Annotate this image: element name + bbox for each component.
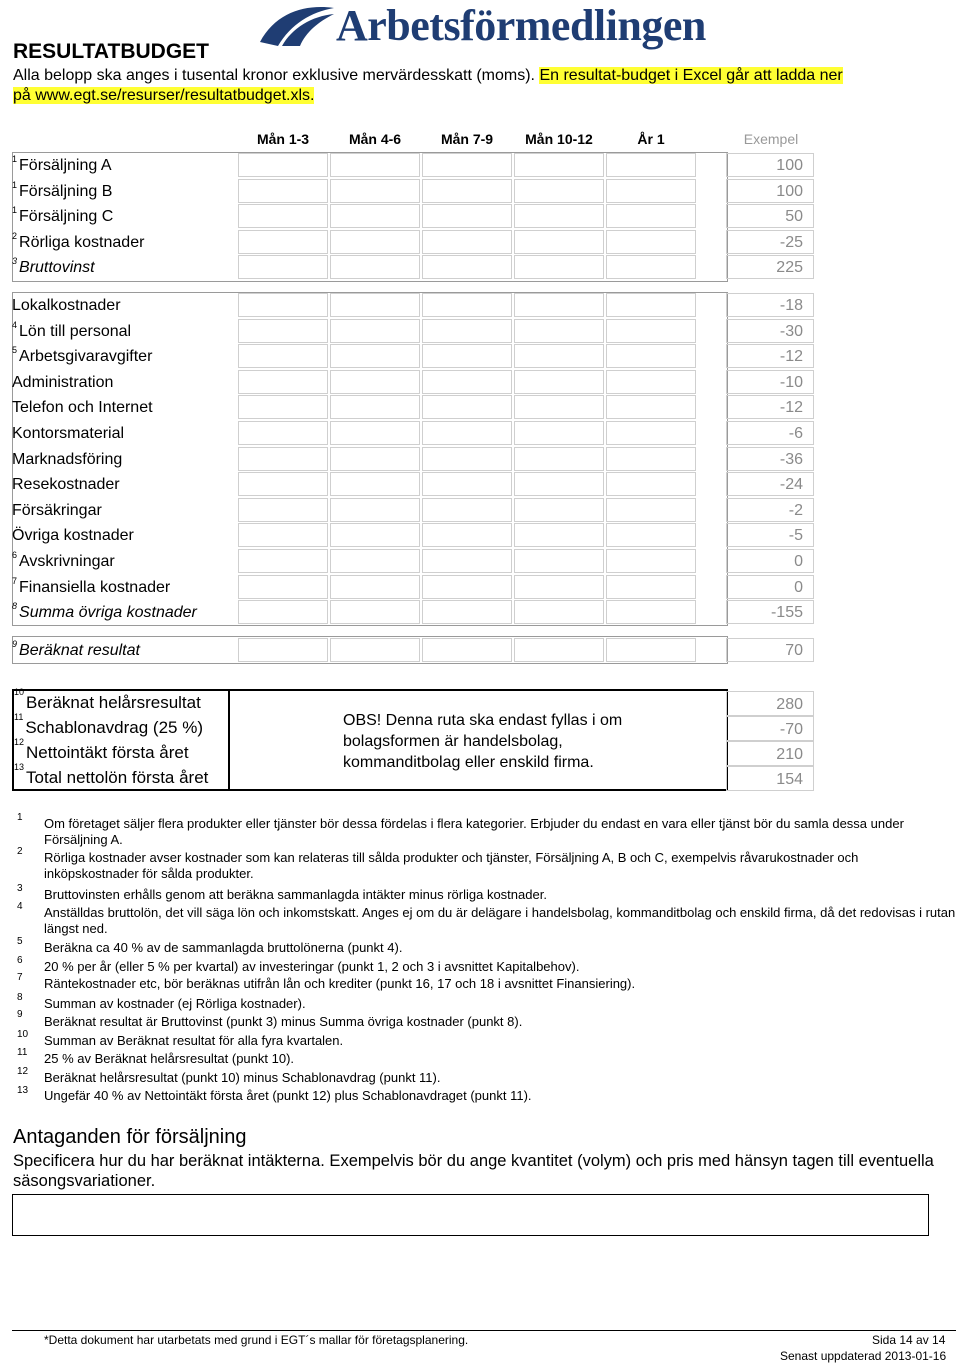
footnote-ref: 9 xyxy=(12,639,18,649)
cost-cell-q2[interactable] xyxy=(330,344,420,368)
cost-example-value: -6 xyxy=(726,421,814,445)
cost-cell-q1[interactable] xyxy=(238,523,328,547)
assumptions-heading: Antaganden för försäljning xyxy=(13,1126,247,1148)
col-header-q3: Mån 7-9 xyxy=(440,131,494,147)
cost-cell-q2[interactable] xyxy=(330,370,420,394)
revenue-cell-q4[interactable] xyxy=(514,230,604,254)
revenue-label-text: Försäljning B xyxy=(19,182,113,200)
revenue-cell-q3[interactable] xyxy=(422,153,512,177)
cost-label-text: Administration xyxy=(12,373,114,391)
cost-cell-q2[interactable] xyxy=(330,523,420,547)
cost-label-text: Avskrivningar xyxy=(19,553,115,570)
cost-cell-q4[interactable] xyxy=(514,319,604,343)
cost-cell-year[interactable] xyxy=(606,498,696,522)
annual-result-label xyxy=(14,687,201,713)
cost-cell-year[interactable] xyxy=(606,319,696,343)
revenue-cell-q1[interactable] xyxy=(238,230,328,254)
cost-cell-q3[interactable] xyxy=(422,395,512,419)
annual-result-label xyxy=(14,762,209,788)
cost-cell-q3[interactable] xyxy=(422,523,512,547)
revenue-example-value: -25 xyxy=(726,230,814,254)
footnote-number: 13 xyxy=(17,1085,29,1096)
cost-cell-q2[interactable] xyxy=(330,472,420,496)
cost-label-text: Resekostnader xyxy=(12,476,120,494)
result-label xyxy=(12,638,230,662)
result-cell-q2[interactable] xyxy=(330,638,420,662)
revenue-cell-q2[interactable] xyxy=(330,153,420,177)
cost-cell-q1[interactable] xyxy=(238,447,328,471)
revenue-cell-q3[interactable] xyxy=(422,179,512,203)
cost-cell-q2[interactable] xyxy=(330,575,420,599)
result-label-text: Beräknat resultat xyxy=(19,642,140,659)
cost-cell-q3[interactable] xyxy=(422,370,512,394)
cost-cell-q3[interactable] xyxy=(422,472,512,496)
cost-label xyxy=(12,575,230,599)
result-example-value: 70 xyxy=(726,638,814,662)
footnote-number: 12 xyxy=(17,1066,29,1077)
revenue-cell-q1[interactable] xyxy=(238,153,328,177)
revenue-label-text: Försäljning A xyxy=(19,157,112,174)
cost-example-value: -24 xyxy=(726,472,814,496)
footnote-ref: 3 xyxy=(12,256,18,267)
cost-cell-q2[interactable] xyxy=(330,421,420,445)
footnote-ref: 1 xyxy=(12,154,18,164)
annual-result-label xyxy=(14,712,204,738)
annual-result-label-text: Beräknat helårsresultat xyxy=(26,693,201,712)
cost-label-text: Lokalkostnader xyxy=(12,297,121,314)
footnote-ref: 8 xyxy=(12,601,18,612)
footnote-text: Bruttovinsten erhålls genom att beräkna sammanlagda intäkter minus rörliga kostnader. xyxy=(44,887,547,902)
revenue-label-text: Försäljning C xyxy=(19,208,114,226)
cost-cell-q4[interactable] xyxy=(514,395,604,419)
annual-result-example-value: -70 xyxy=(726,716,814,741)
cost-cell-year[interactable] xyxy=(606,549,696,573)
revenue-label xyxy=(12,179,230,203)
cost-cell-q4[interactable] xyxy=(514,523,604,547)
revenue-label xyxy=(12,153,230,177)
footnote-ref: 2 xyxy=(12,230,18,241)
cost-example-value: -155 xyxy=(726,600,814,624)
footnote-number: 8 xyxy=(17,992,23,1003)
cost-cell-q4[interactable] xyxy=(514,370,604,394)
revenue-cell-year[interactable] xyxy=(606,204,696,228)
revenue-cell-q1[interactable] xyxy=(238,204,328,228)
cost-label-text: Summa övriga kostnader xyxy=(19,604,197,622)
cost-label xyxy=(12,498,230,522)
footnote-ref: 12 xyxy=(14,737,25,747)
cost-cell-q3[interactable] xyxy=(422,344,512,368)
revenue-cell-q2[interactable] xyxy=(330,255,420,279)
footnote-text: Rörliga kostnader avser kostnader som kan relateras till sålda produkter och tjänster, Försäljning A, B och C, exempelvis råvarukostnader och inköpskostnader för sålda produkter. xyxy=(44,850,859,881)
cost-cell-q3[interactable] xyxy=(422,498,512,522)
cost-cell-q4[interactable] xyxy=(514,293,604,317)
cost-cell-year[interactable] xyxy=(606,523,696,547)
revenue-cell-q3[interactable] xyxy=(422,204,512,228)
cost-cell-q2[interactable] xyxy=(330,447,420,471)
revenue-label-text: Rörliga kostnader xyxy=(19,233,145,251)
col-header-year: År 1 xyxy=(637,131,665,147)
col-header-example: Exempel xyxy=(743,131,799,147)
intro-text xyxy=(13,66,953,106)
cost-example-value: -5 xyxy=(726,523,814,547)
cost-example-value: -10 xyxy=(726,370,814,394)
cost-label xyxy=(12,600,230,624)
cost-label-text: Arbetsgivaravgifter xyxy=(19,348,153,366)
logo-wordmark: Arbetsförmedlingen xyxy=(336,1,706,50)
cost-cell-q1[interactable] xyxy=(238,293,328,317)
result-cell-q3[interactable] xyxy=(422,638,512,662)
cost-cell-q1[interactable] xyxy=(238,370,328,394)
footnote-ref: 6 xyxy=(12,550,18,560)
revenue-cell-q1[interactable] xyxy=(238,255,328,279)
cost-cell-q2[interactable] xyxy=(330,498,420,522)
revenue-label xyxy=(12,230,230,254)
footer-updated: Senast uppdaterad 2013-01-16 xyxy=(780,1349,947,1363)
revenue-label xyxy=(12,255,230,279)
assumptions-text: Specificera hur du har beräknat intäkterna. Exempelvis bör du ange kvantitet (volym) och pris med hänsyn tagen till eventuella säsongsvariationer. xyxy=(13,1152,934,1190)
result-cell-q4[interactable] xyxy=(514,638,604,662)
revenue-cell-q4[interactable] xyxy=(514,153,604,177)
footnote-text: Anställdas bruttolön, det vill säga lön och inkomstskatt. Anges ej om du är delägare i handelsbolag, kommanditbolag och enskild firma, då det redovisas i rutan längst ned. xyxy=(44,905,956,936)
revenue-cell-year[interactable] xyxy=(606,153,696,177)
cost-example-value: -12 xyxy=(726,395,814,419)
revenue-cell-q2[interactable] xyxy=(330,230,420,254)
cost-label xyxy=(12,344,230,368)
revenue-cell-q4[interactable] xyxy=(514,179,604,203)
footnote-text: Beräknat resultat är Bruttovinst (punkt 3) minus Summa övriga kostnader (punkt 8). xyxy=(44,1014,523,1029)
annual-result-example-value: 280 xyxy=(726,691,814,716)
cost-cell-q3[interactable] xyxy=(422,600,512,624)
cost-label-text: Marknadsföring xyxy=(12,450,123,468)
cost-cell-q3[interactable] xyxy=(422,319,512,343)
footnote-number: 10 xyxy=(17,1029,29,1040)
footnote-ref: 7 xyxy=(12,575,18,586)
footnote-text: Om företaget säljer flera produkter eller tjänster bör dessa fördelas i flera kategorier. Erbjuder du endast en vara eller tjänst bör du samla dessa under Försäljning A. xyxy=(44,816,904,847)
cost-cell-q1[interactable] xyxy=(238,549,328,573)
cost-label-text: Finansiella kostnader xyxy=(19,578,171,596)
footnote-number: 2 xyxy=(17,846,23,857)
cost-cell-q3[interactable] xyxy=(422,549,512,573)
footnote-ref: 1 xyxy=(12,205,18,216)
cost-cell-year[interactable] xyxy=(606,395,696,419)
footer-page: Sida 14 av 14 xyxy=(872,1333,946,1347)
annual-result-label-text: Nettointäkt första året xyxy=(26,743,189,762)
revenue-cell-year[interactable] xyxy=(606,255,696,279)
footnote-text: Beräknat helårsresultat (punkt 10) minus Schablonavdrag (punkt 11). xyxy=(44,1070,441,1085)
cost-example-value: -30 xyxy=(726,319,814,343)
col-header-q1: Mån 1-3 xyxy=(256,131,310,147)
footnote-ref: 10 xyxy=(14,687,25,697)
cost-cell-q2[interactable] xyxy=(330,319,420,343)
cost-cell-q4[interactable] xyxy=(514,575,604,599)
footnote-ref: 5 xyxy=(12,345,18,356)
obs-note: OBS! Denna ruta ska endast fyllas i om bolagsformen är handelsbolag, kommanditbolag eller enskild firma. xyxy=(343,712,623,771)
cost-cell-q4[interactable] xyxy=(514,549,604,573)
cost-label-text: Lön till personal xyxy=(19,322,132,340)
cost-label xyxy=(12,447,230,471)
cost-label xyxy=(12,472,230,496)
intro-excel-link[interactable]: En resultat-budget i Excel går att ladda ner xyxy=(539,67,843,84)
col-header-q4: Mån 10-12 xyxy=(525,131,593,147)
footnote-text: Summan av Beräknat resultat för alla fyra kvartalen. xyxy=(44,1033,344,1048)
cost-cell-q1[interactable] xyxy=(238,498,328,522)
cost-cell-q1[interactable] xyxy=(238,421,328,445)
annual-result-divider xyxy=(228,691,230,789)
cost-label-text: Övriga kostnader xyxy=(12,527,134,545)
footnote-number: 11 xyxy=(17,1047,28,1058)
footnote-number: 9 xyxy=(17,1009,23,1020)
cost-label xyxy=(12,319,230,343)
footnote-text: Räntekostnader etc, bör beräknas utifrån lån och krediter (punkt 16, 17 och 18 i avsnittet Finansiering). xyxy=(44,976,636,991)
revenue-cell-q3[interactable] xyxy=(422,230,512,254)
revenue-cell-year[interactable] xyxy=(606,230,696,254)
cost-label-text: Kontorsmaterial xyxy=(12,425,125,442)
cost-cell-q1[interactable] xyxy=(238,319,328,343)
cost-example-value: -12 xyxy=(726,344,814,368)
cost-cell-year[interactable] xyxy=(606,575,696,599)
cost-example-value: 0 xyxy=(726,549,814,573)
cost-cell-q2[interactable] xyxy=(330,600,420,624)
annual-result-label-text: Total nettolön första året xyxy=(26,768,209,787)
cost-cell-q1[interactable] xyxy=(238,575,328,599)
revenue-label-text: Bruttovinst xyxy=(19,259,95,277)
cost-cell-q1[interactable] xyxy=(238,600,328,624)
cost-cell-q2[interactable] xyxy=(330,549,420,573)
revenue-cell-q4[interactable] xyxy=(514,204,604,228)
revenue-example-value: 100 xyxy=(726,179,814,203)
footnote-number: 7 xyxy=(17,972,23,983)
cost-cell-q1[interactable] xyxy=(238,344,328,368)
result-cell-q1[interactable] xyxy=(238,638,328,662)
cost-cell-q3[interactable] xyxy=(422,447,512,471)
cost-cell-year[interactable] xyxy=(606,344,696,368)
annual-result-example-value: 154 xyxy=(726,766,814,791)
cost-cell-year[interactable] xyxy=(606,600,696,624)
cost-label xyxy=(12,523,230,547)
cost-cell-q1[interactable] xyxy=(238,395,328,419)
revenue-cell-q2[interactable] xyxy=(330,179,420,203)
cost-example-value: -2 xyxy=(726,498,814,522)
col-header-q2: Mån 4-6 xyxy=(348,131,402,147)
cost-cell-q3[interactable] xyxy=(422,293,512,317)
revenue-cell-q4[interactable] xyxy=(514,255,604,279)
footnote-number: 4 xyxy=(17,901,23,912)
footnote-ref: 1 xyxy=(12,179,18,190)
footnote-number: 3 xyxy=(17,883,23,894)
footnote-text: 20 % per år (eller 5 % per kvartal) av investeringar (punkt 1, 2 och 3 i avsnittet Kapitalbehov). xyxy=(44,959,580,974)
cost-cell-q3[interactable] xyxy=(422,421,512,445)
cost-example-value: -18 xyxy=(726,293,814,317)
cost-cell-q4[interactable] xyxy=(514,344,604,368)
footnote-number: 1 xyxy=(17,812,23,823)
annual-result-example-value: 210 xyxy=(726,741,814,766)
cost-cell-q4[interactable] xyxy=(514,472,604,496)
footnote-ref: 13 xyxy=(14,762,25,772)
cost-cell-q4[interactable] xyxy=(514,600,604,624)
cost-label-text: Försäkringar xyxy=(12,501,102,519)
cost-cell-year[interactable] xyxy=(606,447,696,471)
annual-result-label xyxy=(14,737,189,763)
cost-cell-q4[interactable] xyxy=(514,498,604,522)
revenue-cell-year[interactable] xyxy=(606,179,696,203)
revenue-cell-q3[interactable] xyxy=(422,255,512,279)
cost-label xyxy=(12,549,230,573)
revenue-example-value: 225 xyxy=(726,255,814,279)
cost-cell-q1[interactable] xyxy=(238,472,328,496)
intro-url-link[interactable]: på www.egt.se/resurser/resultatbudget.xls. xyxy=(13,87,315,104)
revenue-cell-q1[interactable] xyxy=(238,179,328,203)
cost-cell-q4[interactable] xyxy=(514,447,604,471)
cost-cell-year[interactable] xyxy=(606,472,696,496)
cost-cell-q3[interactable] xyxy=(422,575,512,599)
cost-cell-year[interactable] xyxy=(606,293,696,317)
revenue-cell-q2[interactable] xyxy=(330,204,420,228)
footnote-text: Ungefär 40 % av Nettointäkt första året (punkt 12) plus Schablonavdraget (punkt 11). xyxy=(44,1088,532,1103)
footnote-text: 25 % av Beräknat helårsresultat (punkt 10). xyxy=(44,1051,295,1066)
footnote-number: 6 xyxy=(17,955,23,966)
intro-plain: Alla belopp ska anges i tusental kronor exklusive mervärdesskatt (moms). xyxy=(13,67,540,84)
footnote-number: 5 xyxy=(17,936,23,947)
footnote-ref: 4 xyxy=(12,319,18,330)
logo-swoosh-icon xyxy=(256,2,338,52)
cost-cell-q4[interactable] xyxy=(514,421,604,445)
footnote-text: Summan av kostnader (ej Rörliga kostnader). xyxy=(44,996,306,1011)
cost-cell-q2[interactable] xyxy=(330,293,420,317)
cost-cell-year[interactable] xyxy=(606,421,696,445)
result-cell-year[interactable] xyxy=(606,638,696,662)
revenue-example-value: 50 xyxy=(726,204,814,228)
footnote-ref: 11 xyxy=(14,712,24,722)
footer-note: *Detta dokument har utarbetats med grund i EGT´s mallar för företagsplanering. xyxy=(44,1333,469,1347)
revenue-label xyxy=(12,204,230,228)
page-title: RESULTATBUDGET xyxy=(13,40,209,63)
footer-divider xyxy=(12,1330,956,1331)
cost-label-text: Telefon och Internet xyxy=(12,399,153,417)
revenue-example-value: 100 xyxy=(726,153,814,177)
cost-label xyxy=(12,370,230,394)
arbetsformedlingen-logo xyxy=(256,1,706,54)
cost-cell-q2[interactable] xyxy=(330,395,420,419)
cost-example-value: -36 xyxy=(726,447,814,471)
cost-label xyxy=(12,421,230,445)
cost-label xyxy=(12,395,230,419)
annual-result-label-text: Schablonavdrag (25 %) xyxy=(25,718,204,737)
footnote-text: Beräkna ca 40 % av de sammanlagda bruttolönerna (punkt 4). xyxy=(44,940,403,955)
cost-label xyxy=(12,293,230,317)
cost-example-value: 0 xyxy=(726,575,814,599)
assumptions-input-box[interactable] xyxy=(12,1194,929,1236)
cost-cell-year[interactable] xyxy=(606,370,696,394)
